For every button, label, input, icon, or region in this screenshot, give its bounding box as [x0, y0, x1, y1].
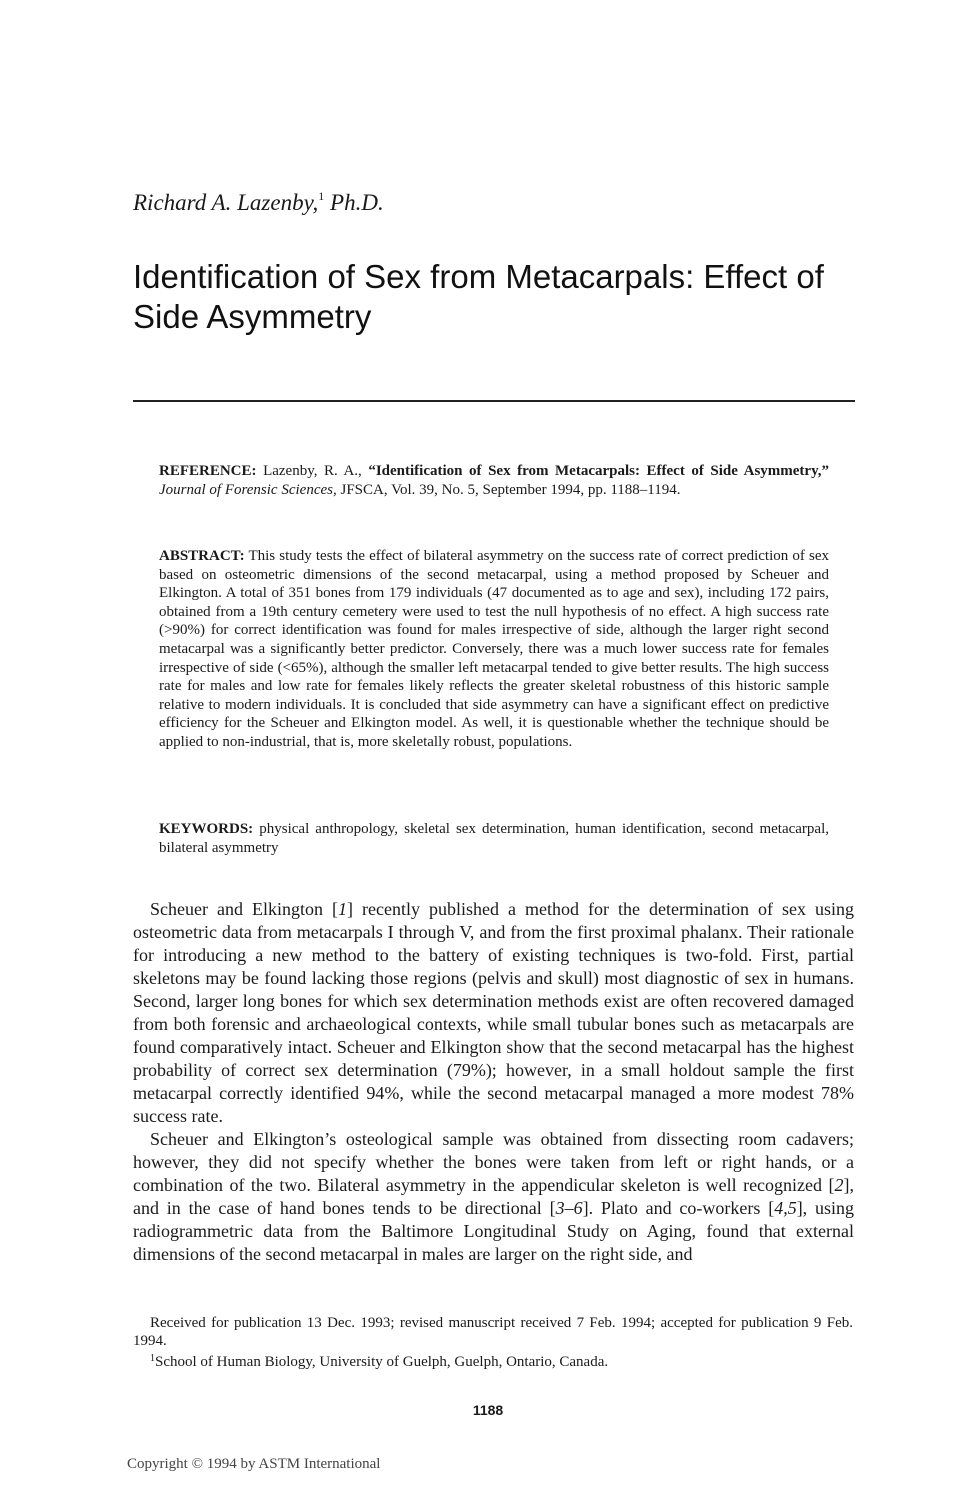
footnotes [133, 1314, 853, 1371]
keywords-text: physical anthropology, skeletal sex determination, human identification, second metacarpal, bilateral asymmetry [159, 821, 830, 856]
body-p2-text-a: Scheuer and Elkington’s osteological sample was obtained from dissecting room cadavers; however, they did not specify whether the bones were taken from left or right hands, or a combination of the two. Bilateral asymmetry in the appendicular skeleton is well recognized [ [133, 1129, 854, 1195]
body-p2-text-c: ]. Plato and co-workers [ [582, 1198, 775, 1218]
body-p2-text-d: ], using radiogrammetric data from the Baltimore Longitudinal Study on Aging, found that external dimensions of the second metacarpal in males are larger on the right side, and [133, 1198, 854, 1264]
body-paragraph-1 [133, 898, 854, 1128]
keywords-label: KEYWORDS: [159, 821, 254, 837]
reference-citation: JFSCA, Vol. 39, No. 5, September 1994, pp. 1188–1194. [340, 481, 681, 498]
author-name: Richard A. Lazenby, [133, 190, 319, 215]
footnote-mark: 1 [150, 1353, 155, 1364]
body-text [133, 898, 854, 1266]
citation-ref: 1 [338, 899, 347, 919]
author-affiliation-mark: 1 [318, 189, 325, 203]
footnote-received: Received for publication 13 Dec. 1993; revised manuscript received 7 Feb. 1994; accepted for publication 9 Feb. 1994. [133, 1315, 853, 1349]
citation-ref: 2 [834, 1175, 844, 1195]
footnote-affiliation-text: School of Human Biology, University of Guelph, Guelph, Ontario, Canada. [155, 1354, 609, 1370]
citation-ref: 4,5 [774, 1198, 797, 1218]
author-degree: Ph.D. [330, 190, 384, 215]
page-number: 1188 [472, 1402, 504, 1418]
abstract-text: This study tests the effect of bilateral asymmetry on the success rate of correct prediction of sex based on osteometric dimensions of the second metacarpal, using a method proposed by Scheuer and Elkington. A total of 351 bones from 179 individuals (47 documented as to age and sex), including 172 pairs, obtained from a 19th century cemetery were used to test the null hypothesis of no effect. A high success rate (>90%) for correct identification was found for males irrespective of side, although the larger right second metacarpal was a significantly better predictor. Conversely, there was a much lower success rate for females irrespective of side (<65%), although the smaller left metacarpal tended to give better results. The high success rate for males and low rate for females likely reflects the greater skeletal robustness of this historic sample relative to modern individuals. It is concluded that side asymmetry can have a significant effect on predictive efficiency for the Scheuer and Elkington model. As well, it is questionable whether the technique should be applied to non-industrial, that is, more skeletally robust, populations. [159, 548, 829, 750]
reference-journal: Journal of Forensic Sciences, [159, 481, 337, 498]
reference-article-title: “Identification of Sex from Metacarpals: Effect of Side Asymmetry,” [368, 463, 830, 479]
body-paragraph-2 [133, 1128, 854, 1266]
reference-authors: Lazenby, R. A., [263, 463, 369, 479]
reference-block [159, 462, 829, 499]
author-line [133, 181, 384, 218]
copyright-notice: Copyright © 1994 by ASTM International [127, 1456, 381, 1472]
body-p1-text-b: ] recently published a method for the determination of sex using osteometric data from metacarpals I through V, and from the first proximal phalanx. Their rationale for introducing a new method to the battery of existing techniques is two-fold. First, partial skeletons may be found lacking those regions (pelvis and skull) most diagnostic of sex in humans. Second, larger long bones for which sex determination methods exist are often recovered damaged from both forensic and archaeological contexts, while small tubular bones such as metacarpals are found comparatively intact. Scheuer and Elkington show that the second metacarpal has the highest probability of correct sex determination (79%); however, in a small holdout sample the first metacarpal correctly identified 94%, while the second metacarpal managed a more modest 78% success rate. [133, 899, 854, 1126]
footnote-affiliation [133, 1350, 853, 1371]
body-p2-text-b: ], and in the case of hand bones tends to be directional [ [133, 1175, 854, 1218]
keywords-block [159, 820, 829, 857]
title-divider [133, 400, 855, 402]
body-p1-text-a: Scheuer and Elkington [ [150, 899, 338, 919]
citation-ref: 3–6 [555, 1198, 583, 1218]
abstract-block [159, 547, 829, 752]
reference-label: REFERENCE: [159, 463, 257, 479]
abstract-label: ABSTRACT: [159, 548, 245, 564]
paper-title: Identification of Sex from Metacarpals: Effect of Side Asymmetry [133, 258, 824, 335]
